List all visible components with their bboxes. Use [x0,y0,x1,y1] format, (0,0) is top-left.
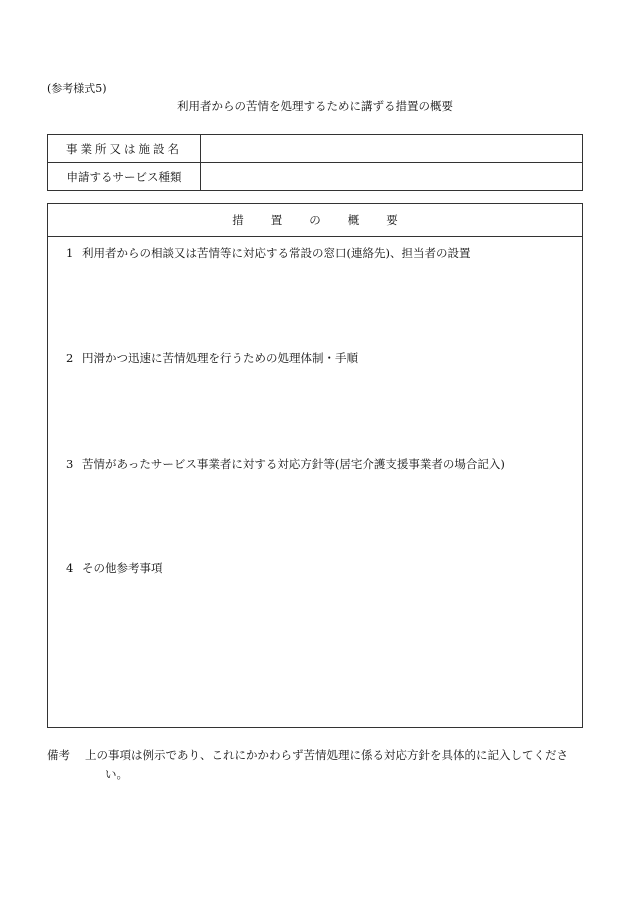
measure-item-3 [66,456,505,472]
service-type-row [48,163,583,191]
service-type-field[interactable] [201,163,583,191]
measure-item-text: 苦情があったサービス事業者に対する対応方針等(居宅介護支援事業者の場合記入) [82,457,505,471]
measure-item-number: 3 [66,457,74,471]
facility-name-field[interactable] [201,135,583,163]
remarks-label: 備考 [47,748,70,762]
measure-item-text: 円滑かつ迅速に苦情処理を行うための処理体制・手順 [82,351,358,365]
facility-info-table [47,134,583,191]
measure-item-1 [66,245,470,261]
measure-item-text: その他参考事項 [82,561,163,575]
service-type-label: 申請するサービス種類 [48,163,201,191]
form-label: (参考様式5) [47,82,107,95]
measure-item-number: 4 [66,561,74,575]
measures-header: 措置の概要 [48,204,582,237]
remarks-text-line2: い。 [105,767,128,781]
measure-item-number: 1 [66,246,74,260]
measure-item-2 [66,350,358,366]
measure-item-text: 利用者からの相談又は苦情等に対応する常設の窓口(連絡先)、担当者の設置 [82,246,471,260]
remarks-text-line1: 上の事項は例示であり、これにかかわらず苦情処理に係る対応方針を具体的に記入してくださ [85,748,568,762]
measure-item-4 [66,560,163,576]
remarks-body [85,746,585,781]
facility-name-label: 事業所又は施設名 [48,135,201,163]
measure-item-number: 2 [66,351,74,365]
document-title: 利用者からの苦情を処理するために講ずる措置の概要 [177,99,453,113]
facility-name-row [48,135,583,163]
measures-box [47,203,583,728]
